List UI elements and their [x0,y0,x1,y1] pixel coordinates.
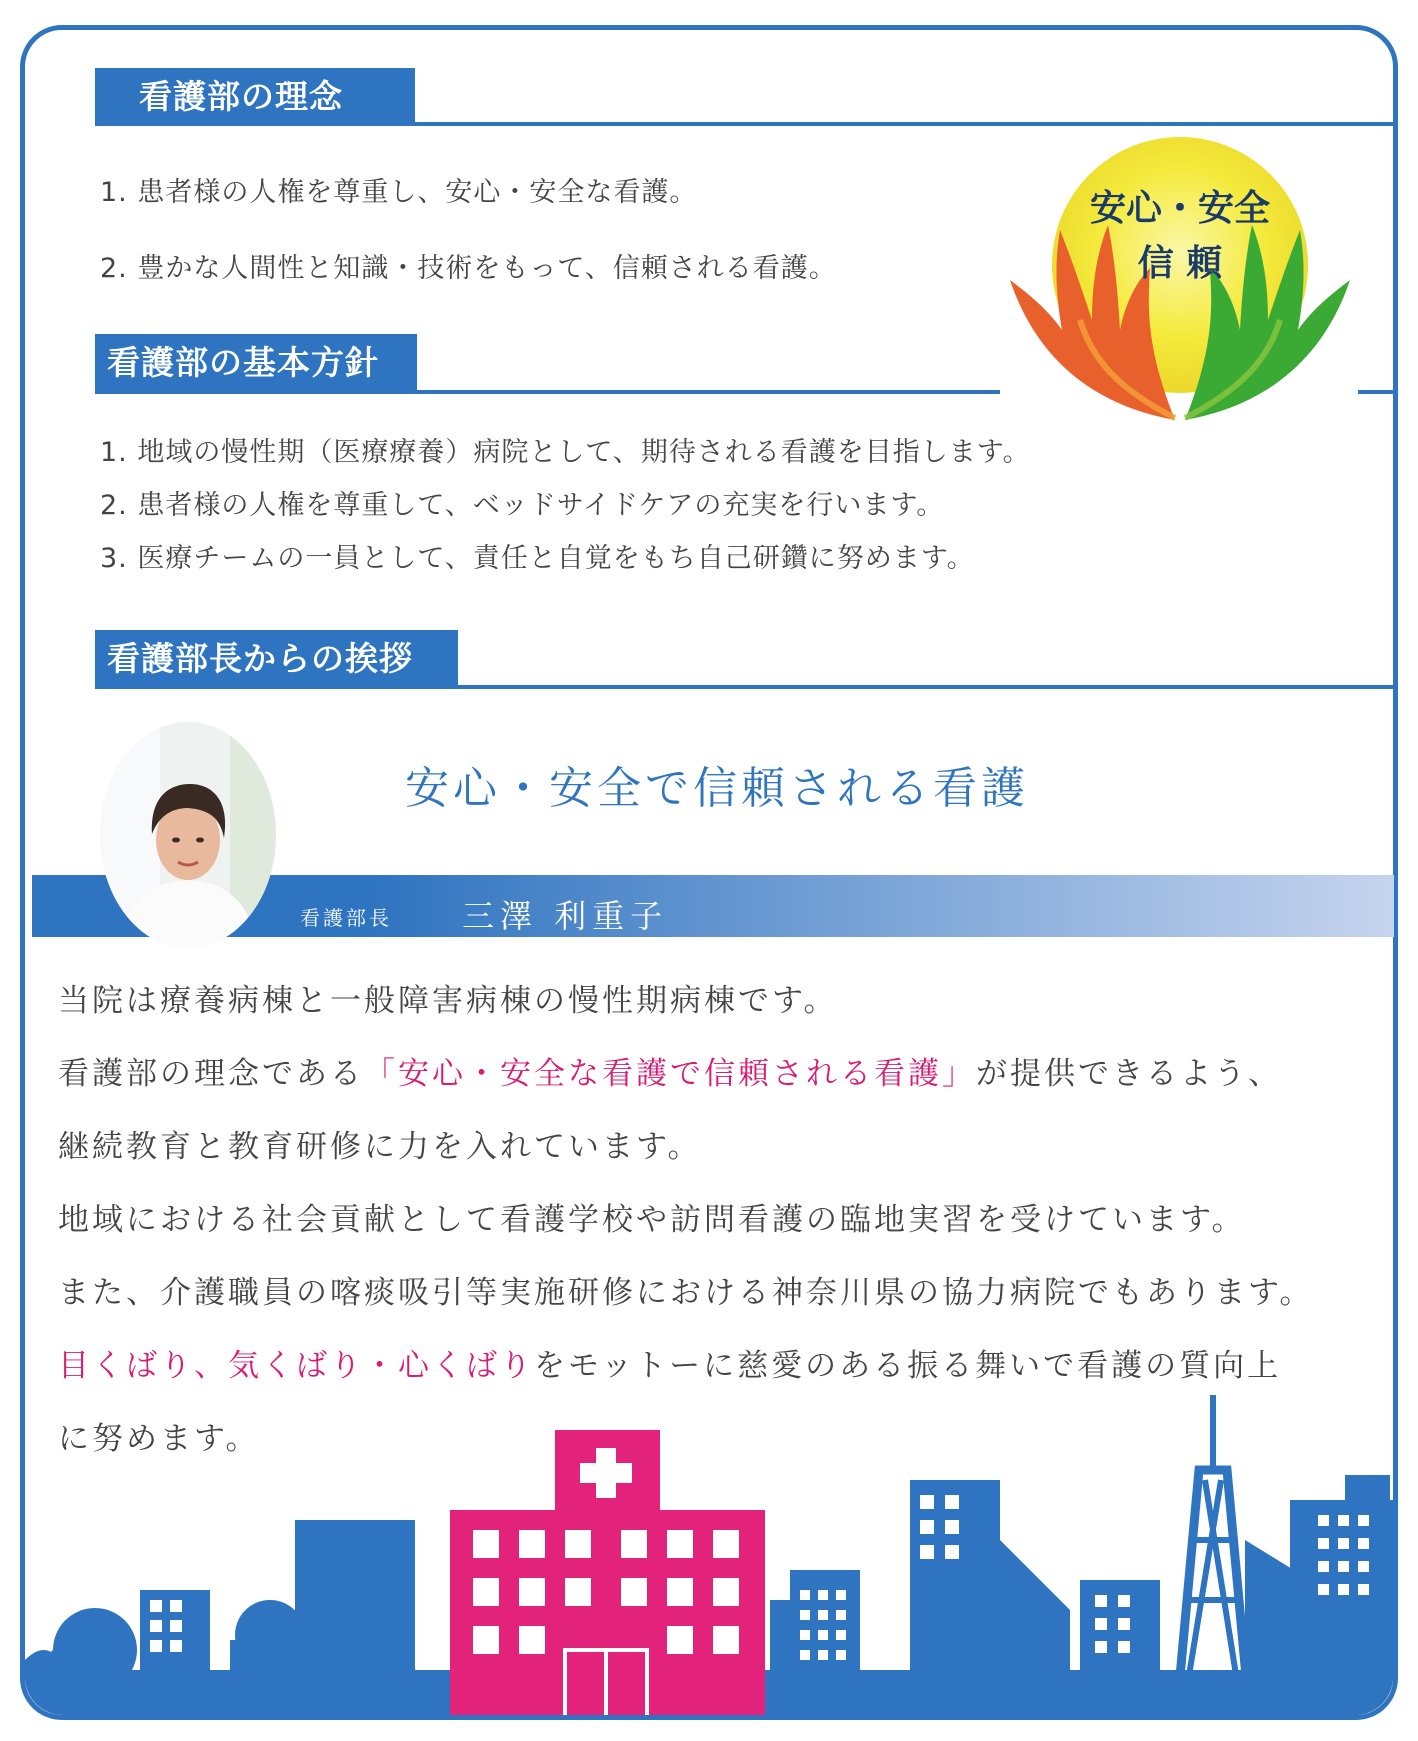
message-line-5: また、介護職員の喀痰吸引等実施研修における神奈川県の協力病院でもあります。 [58,1275,1314,1311]
list-item: 2. 患者様の人権を尊重して、ベッドサイドケアの充実を行います。 [100,490,945,521]
philosophy-list [100,170,837,285]
anshin-anzen-logo [1000,130,1360,430]
policy-list [100,430,1031,575]
greeting-title: 安心・安全で信頼される看護 [405,763,1029,814]
message-line-4: 地域における社会貢献として看護学校や訪問看護の臨地実習を受けています。 [58,1202,1246,1238]
message-highlight: 目くばり、気くばり・心くばり [58,1348,534,1384]
list-item: 1. 地域の慢性期（医療療養）病院として、期待される看護を目指します。 [100,437,1031,468]
message-text: をモットーに慈愛のある振る舞いで看護の質向上 [534,1348,1282,1384]
policy-heading: 看護部の基本方針 [95,334,417,392]
director-photo [100,722,276,948]
director-role: 看護部長 [300,906,392,930]
greeting-rule [95,685,1393,689]
logo-line1: 安心・安全 [1089,188,1271,229]
message-line-1: 当院は療養病棟と一般障害病棟の慢性期病棟です。 [58,983,838,1019]
philosophy-rule [95,122,1393,126]
philosophy-heading: 看護部の理念 [95,68,415,126]
policy-rule-right [1358,390,1393,394]
list-item: 3. 医療チームの一員として、責任と自覚をもち自己研鑽に努めます。 [100,543,975,574]
list-item: 2. 豊かな人間性と知識・技術をもって、信頼される看護。 [100,253,837,284]
message-text: 看護部の理念である [58,1056,364,1092]
message-line-2 [58,1048,1282,1093]
message-line-3: 継続教育と教育研修に力を入れています。 [58,1129,702,1165]
message-highlight: 「安心・安全な看護で信頼される看護」 [364,1056,976,1092]
message-line-6 [58,1340,1281,1385]
policy-rule [95,390,1000,394]
greeting-heading: 看護部長からの挨拶 [95,630,458,688]
director-name: 三澤 利重子 [462,897,669,935]
list-item: 1. 患者様の人権を尊重し、安心・安全な看護。 [100,177,698,208]
logo-line2: 信 頼 [1137,243,1223,284]
message-text: が提供できるよう、 [976,1056,1282,1092]
message-line-7: に努めます。 [58,1421,260,1457]
